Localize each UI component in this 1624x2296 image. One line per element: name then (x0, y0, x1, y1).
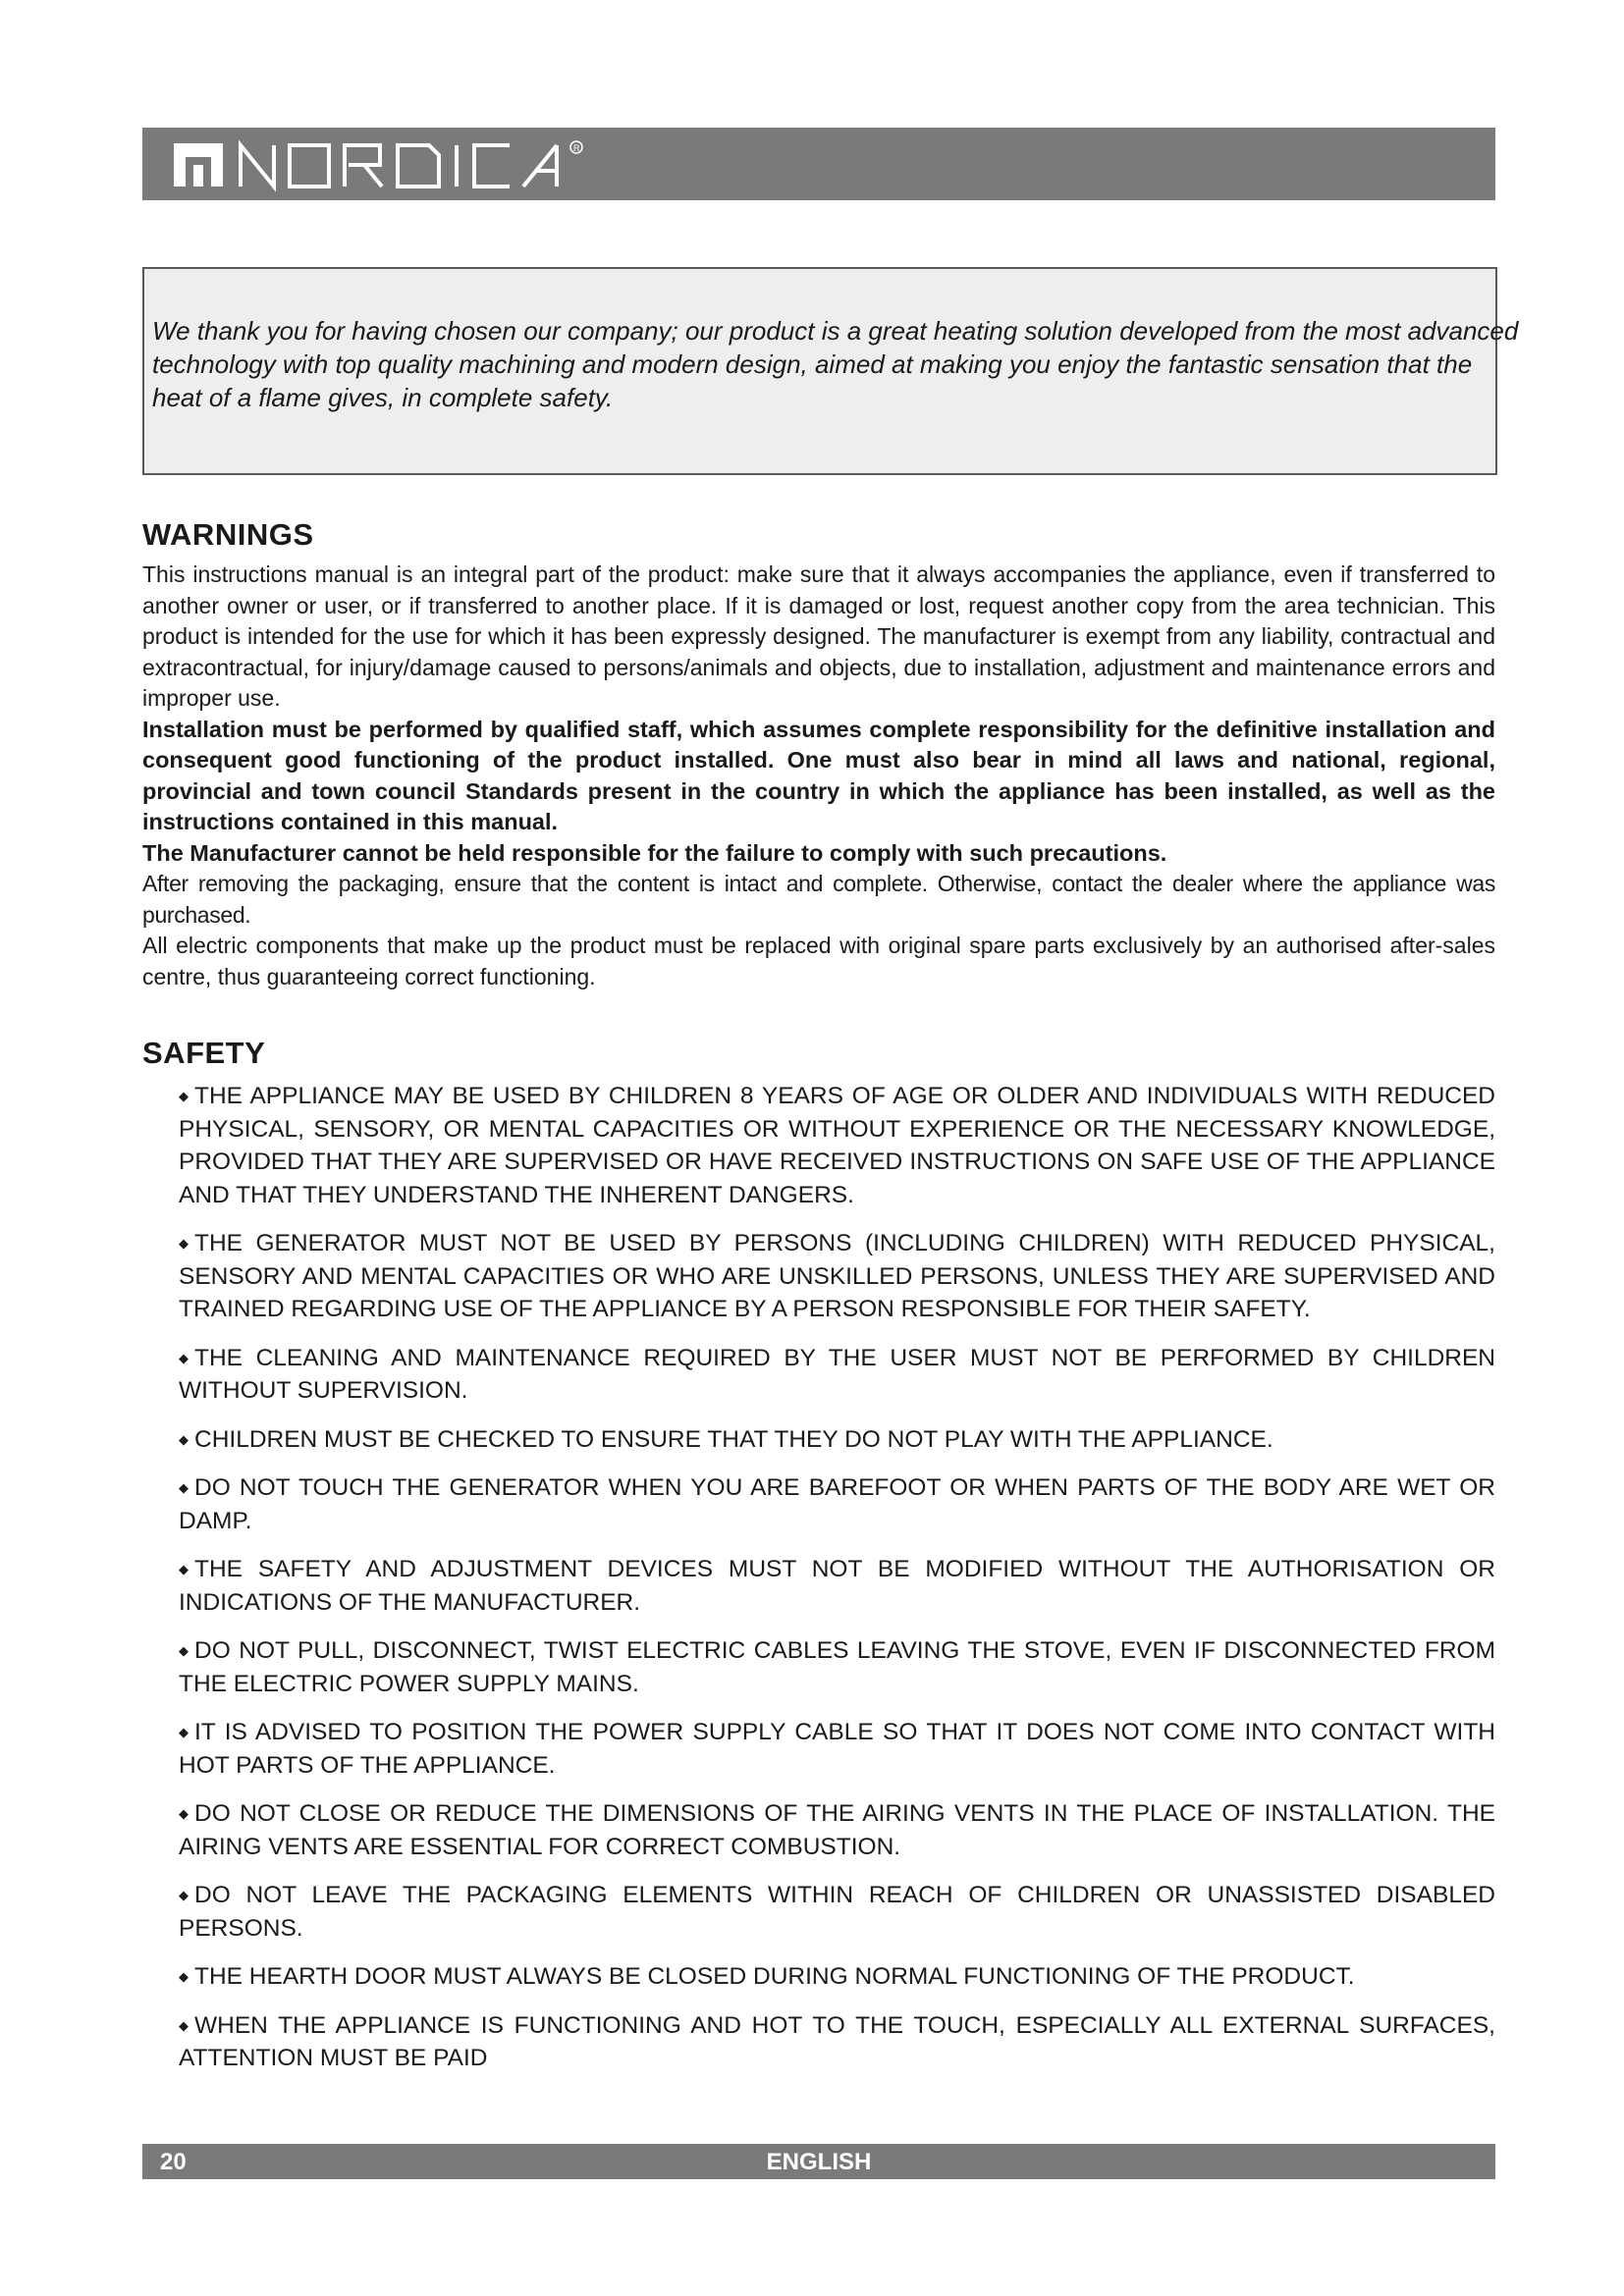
diamond-bullet-icon: ◆ (179, 1643, 189, 1658)
safety-item (179, 1716, 1495, 1782)
safety-item (179, 1797, 1495, 1863)
safety-item-text: THE HEARTH DOOR MUST ALWAYS BE CLOSED DURING NORMAL FUNCTIONING OF THE PRODUCT. (194, 1963, 1355, 1990)
diamond-bullet-icon: ◆ (179, 1562, 189, 1576)
safety-item (179, 1423, 1495, 1457)
diamond-bullet-icon: ◆ (179, 1350, 189, 1365)
safety-item-text: WHEN THE APPLIANCE IS FUNCTIONING AND HOT TO THE TOUCH, ESPECIALLY ALL EXTERNAL SURFACES, ATTENTION MUST BE PAID (179, 2011, 1495, 2071)
safety-item-text: DO NOT CLOSE OR REDUCE THE DIMENSIONS OF THE AIRING VENTS IN THE PLACE OF INSTALLATION. THE AIRING VENTS ARE ESSENTIAL FOR CORRECT COMBUSTION. (179, 1800, 1495, 1860)
page-number: 20 (160, 2149, 187, 2175)
diamond-bullet-icon: ◆ (179, 2017, 189, 2033)
safety-item (179, 1879, 1495, 1945)
warnings-paragraph: This instructions manual is an integral part of the product: make sure that it always accompanies the appliance, even if transferred to another owner or user, or if transferred to another place. If it is damaged or lost, request another copy from the area technician. This product is intended for the use for which it has been expressly designed. The manufacturer is exempt from any liability, contractual and extracontractual, for injury/damage caused to persons/animals and objects, due to installation, adjustment and maintenance errors and improper use. (142, 561, 1495, 711)
warnings-paragraph-components: All electric components that make up the product must be replaced with original spare parts exclusively by an authorised after-sales centre, thus guaranteeing correct functioning. (142, 933, 1495, 989)
diamond-bullet-icon: ◆ (179, 1431, 189, 1447)
diamond-bullet-icon: ◆ (179, 1236, 189, 1251)
diamond-bullet-icon: ◆ (179, 1888, 189, 1902)
safety-item (179, 1227, 1495, 1326)
safety-item (179, 1553, 1495, 1619)
safety-item (179, 1471, 1495, 1537)
safety-item-text: IT IS ADVISED TO POSITION THE POWER SUPPLY CABLE SO THAT IT DOES NOT COME INTO CONTACT WITH HOT PARTS OF THE APPLIANCE. (179, 1719, 1495, 1779)
safety-item-text: DO NOT PULL, DISCONNECT, TWIST ELECTRIC CABLES LEAVING THE STOVE, EVEN IF DISCONNECTED FROM THE ELECTRIC POWER SUPPLY MAINS. (179, 1637, 1495, 1697)
intro-text: We thank you for having chosen our company; our product is a great heating solution developed from the most advanced technology with top quality machining and modern design, aimed at making you enjoy the fantastic sensation that the heat of a flame gives, in complete safety. (152, 316, 1519, 412)
safety-item (179, 1634, 1495, 1700)
warnings-paragraph-manufacturer: The Manufacturer cannot be held responsible for the failure to comply with such precautions. (142, 839, 1167, 866)
safety-item-text: CHILDREN MUST BE CHECKED TO ENSURE THAT THEY DO NOT PLAY WITH THE APPLIANCE. (194, 1425, 1273, 1453)
warnings-body (142, 560, 1495, 992)
header-bar (142, 128, 1495, 200)
safety-list (179, 1080, 1495, 2091)
safety-heading: SAFETY (142, 1036, 266, 1070)
safety-item-text: THE GENERATOR MUST NOT BE USED BY PERSONS (INCLUDING CHILDREN) WITH REDUCED PHYSICAL, SENSORY AND MENTAL CAPACITIES OR WHO ARE UNSKILLED PERSONS, UNLESS THEY ARE SUPERVISED AND TRAINED REGARDING USE OF THE APPLIANCE BY A PERSON RESPONSIBLE FOR THEIR SAFETY. (179, 1230, 1495, 1322)
diamond-bullet-icon: ◆ (179, 1725, 189, 1739)
nordica-logo (172, 137, 594, 192)
diamond-bullet-icon: ◆ (179, 1480, 189, 1495)
safety-item-text: THE SAFETY AND ADJUSTMENT DEVICES MUST NOT BE MODIFIED WITHOUT THE AUTHORISATION OR INDICATIONS OF THE MANUFACTURER. (179, 1556, 1495, 1616)
intro-box (142, 267, 1519, 475)
safety-item-text: DO NOT TOUCH THE GENERATOR WHEN YOU ARE BAREFOOT OR WHEN PARTS OF THE BODY ARE WET OR DAMP. (179, 1474, 1495, 1534)
safety-item (179, 1342, 1495, 1408)
diamond-bullet-icon: ◆ (179, 1806, 189, 1821)
safety-item-text: THE CLEANING AND MAINTENANCE REQUIRED BY THE USER MUST NOT BE PERFORMED BY CHILDREN WITHOUT SUPERVISION. (179, 1344, 1495, 1404)
warnings-paragraph-installation: Installation must be performed by qualified staff, which assumes complete responsibility for the definitive installation and consequent good functioning of the product installed. One must also bear in mind all laws and national, regional, provincial and town council Standards present in the country in which the appliance has been installed, as well as the instructions contained in this manual. (142, 716, 1495, 834)
svg-text:R: R (573, 143, 580, 153)
safety-item (179, 1080, 1495, 1211)
safety-item-text: DO NOT LEAVE THE PACKAGING ELEMENTS WITHIN REACH OF CHILDREN OR UNASSISTED DISABLED PERSONS. (179, 1882, 1495, 1942)
safety-item-text: THE APPLIANCE MAY BE USED BY CHILDREN 8 YEARS OF AGE OR OLDER AND INDIVIDUALS WITH REDUCED PHYSICAL, SENSORY, OR MENTAL CAPACITIES OR WITHOUT EXPERIENCE OR THE NECESSARY KNOWLEDGE, PROVIDED THAT THEY ARE SUPERVISED OR HAVE RECEIVED INSTRUCTIONS ON SAFE USE OF THE APPLIANCE AND THAT THEY UNDERSTAND THE INHERENT DANGERS. (179, 1083, 1495, 1208)
footer-language: ENGLISH (766, 2149, 872, 2175)
warnings-paragraph-packaging: After removing the packaging, ensure that the content is intact and complete. Otherwise, contact the dealer where the appliance was purchased. (142, 871, 1495, 928)
safety-item (179, 1960, 1495, 1994)
diamond-bullet-icon: ◆ (179, 1089, 189, 1103)
warnings-heading: WARNINGS (142, 517, 314, 552)
footer-bar (142, 2144, 1495, 2179)
diamond-bullet-icon: ◆ (179, 1969, 189, 1984)
safety-item (179, 2009, 1495, 2075)
